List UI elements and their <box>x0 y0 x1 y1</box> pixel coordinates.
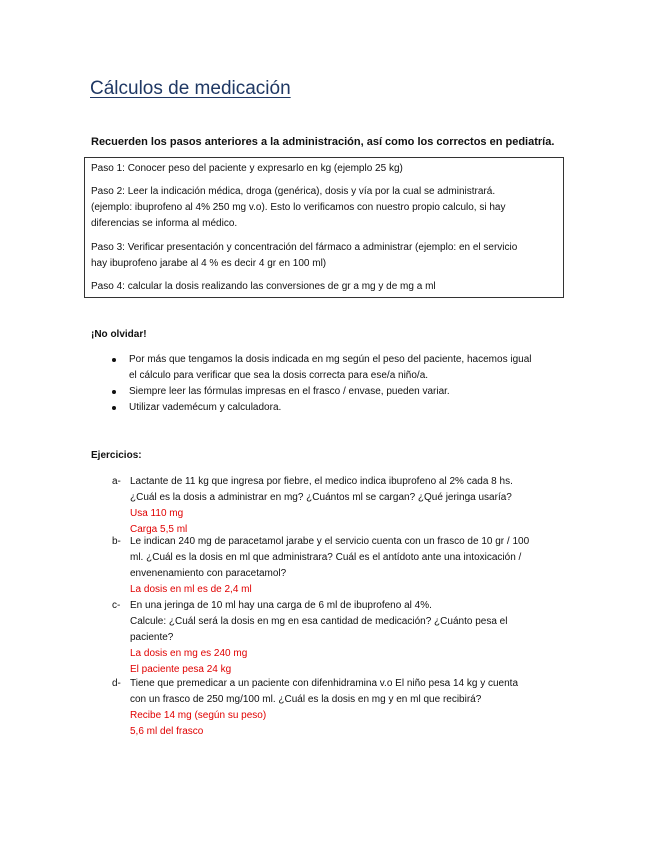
list-item <box>112 400 572 416</box>
exercise-line: Tiene que premedicar a un paciente con difenhidramina v.o El niño pesa 14 kg y cuenta <box>130 678 519 689</box>
exercise-answer: Usa 110 mg <box>130 508 184 519</box>
exercise-line: Le indican 240 mg de paracetamol jarabe y el servicio cuenta con un frasco de 10 gr / 100 <box>130 536 530 547</box>
exercises-heading: Ejercicios: <box>91 450 142 461</box>
exercise-line: Lactante de 11 kg que ingresa por fiebre, el medico indica ibuprofeno al 2% cada 8 hs. <box>130 476 513 487</box>
step-3 <box>91 240 517 272</box>
reminder-heading: ¡No olvidar! <box>91 329 147 340</box>
exercise-answer: 5,6 ml del frasco <box>130 726 204 737</box>
bullet-icon <box>112 406 116 410</box>
exercise-c <box>112 598 572 678</box>
exercise-answer: La dosis en ml es de 2,4 ml <box>130 584 252 595</box>
page-title: Cálculos de medicación <box>90 78 291 99</box>
list-item <box>112 384 572 400</box>
exercise-line: ¿Cuál es la dosis a administrar en mg? ¿Cuántos ml se cargan? ¿Qué jeringa usaría? <box>130 492 512 503</box>
exercise-answer: Carga 5,5 ml <box>130 524 188 535</box>
exercise-line: En una jeringa de 10 ml hay una carga de 6 ml de ibuprofeno al 4%. <box>130 600 432 611</box>
exercise-answer: El paciente pesa 24 kg <box>130 664 232 675</box>
exercise-line: con un frasco de 250 mg/100 ml. ¿Cuál es la dosis en mg y en ml que recibirá? <box>130 694 482 705</box>
bullet-line: Utilizar vademécum y calculadora. <box>129 402 282 413</box>
bullet-icon <box>112 390 116 394</box>
exercise-line: ml. ¿Cuál es la dosis en ml que administrara? Cuál es el antídoto ante una intoxicación / <box>130 552 522 563</box>
step-line: Paso 4: calcular la dosis realizando las conversiones de gr a mg y de mg a ml <box>91 281 436 292</box>
exercise-answer: Recibe 14 mg (según su peso) <box>130 710 267 721</box>
step-line: (ejemplo: ibuprofeno al 4% 250 mg v.o). Esto lo verificamos con nuestro propio calculo, si hay <box>91 202 506 213</box>
reminder-list <box>112 352 572 416</box>
exercise-answer: La dosis en mg es 240 mg <box>130 648 248 659</box>
exercise-marker: d- <box>112 678 121 689</box>
bullet-icon <box>112 358 116 362</box>
list-item <box>112 352 572 384</box>
exercise-line: envenenamiento con paracetamol? <box>130 568 287 579</box>
exercise-marker: c- <box>112 600 121 611</box>
step-4 <box>91 279 436 295</box>
intro-text: Recuerden los pasos anteriores a la administración, así como los correctos en pediatría. <box>91 136 555 148</box>
bullet-line: Siempre leer las fórmulas impresas en el frasco / envase, pueden variar. <box>129 386 450 397</box>
step-1 <box>91 161 403 177</box>
step-line: diferencias se informa al médico. <box>91 218 238 229</box>
bullet-line: Por más que tengamos la dosis indicada en mg según el peso del paciente, hacemos igual <box>129 354 532 365</box>
step-line: Paso 2: Leer la indicación médica, droga (genérica), dosis y vía por la cual se administrará. <box>91 186 496 197</box>
exercise-marker: a- <box>112 476 121 487</box>
bullet-line: el cálculo para verificar que sea la dosis correcta para ese/a niño/a. <box>129 370 429 381</box>
exercise-marker: b- <box>112 536 121 547</box>
exercise-d <box>112 676 572 740</box>
step-line: Paso 1: Conocer peso del paciente y expresarlo en kg (ejemplo 25 kg) <box>91 163 403 174</box>
steps-box <box>84 157 564 298</box>
step-2 <box>91 184 505 232</box>
exercise-line: Calcule: ¿Cuál será la dosis en mg en esa cantidad de medicación? ¿Cuánto pesa el <box>130 616 508 627</box>
exercise-a <box>112 474 572 538</box>
step-line: Paso 3: Verificar presentación y concentración del fármaco a administrar (ejemplo: en el servicio <box>91 242 518 253</box>
step-line: hay ibuprofeno jarabe al 4 % es decir 4 gr en 100 ml) <box>91 258 327 269</box>
exercise-line: paciente? <box>130 632 174 643</box>
exercise-b <box>112 534 572 598</box>
